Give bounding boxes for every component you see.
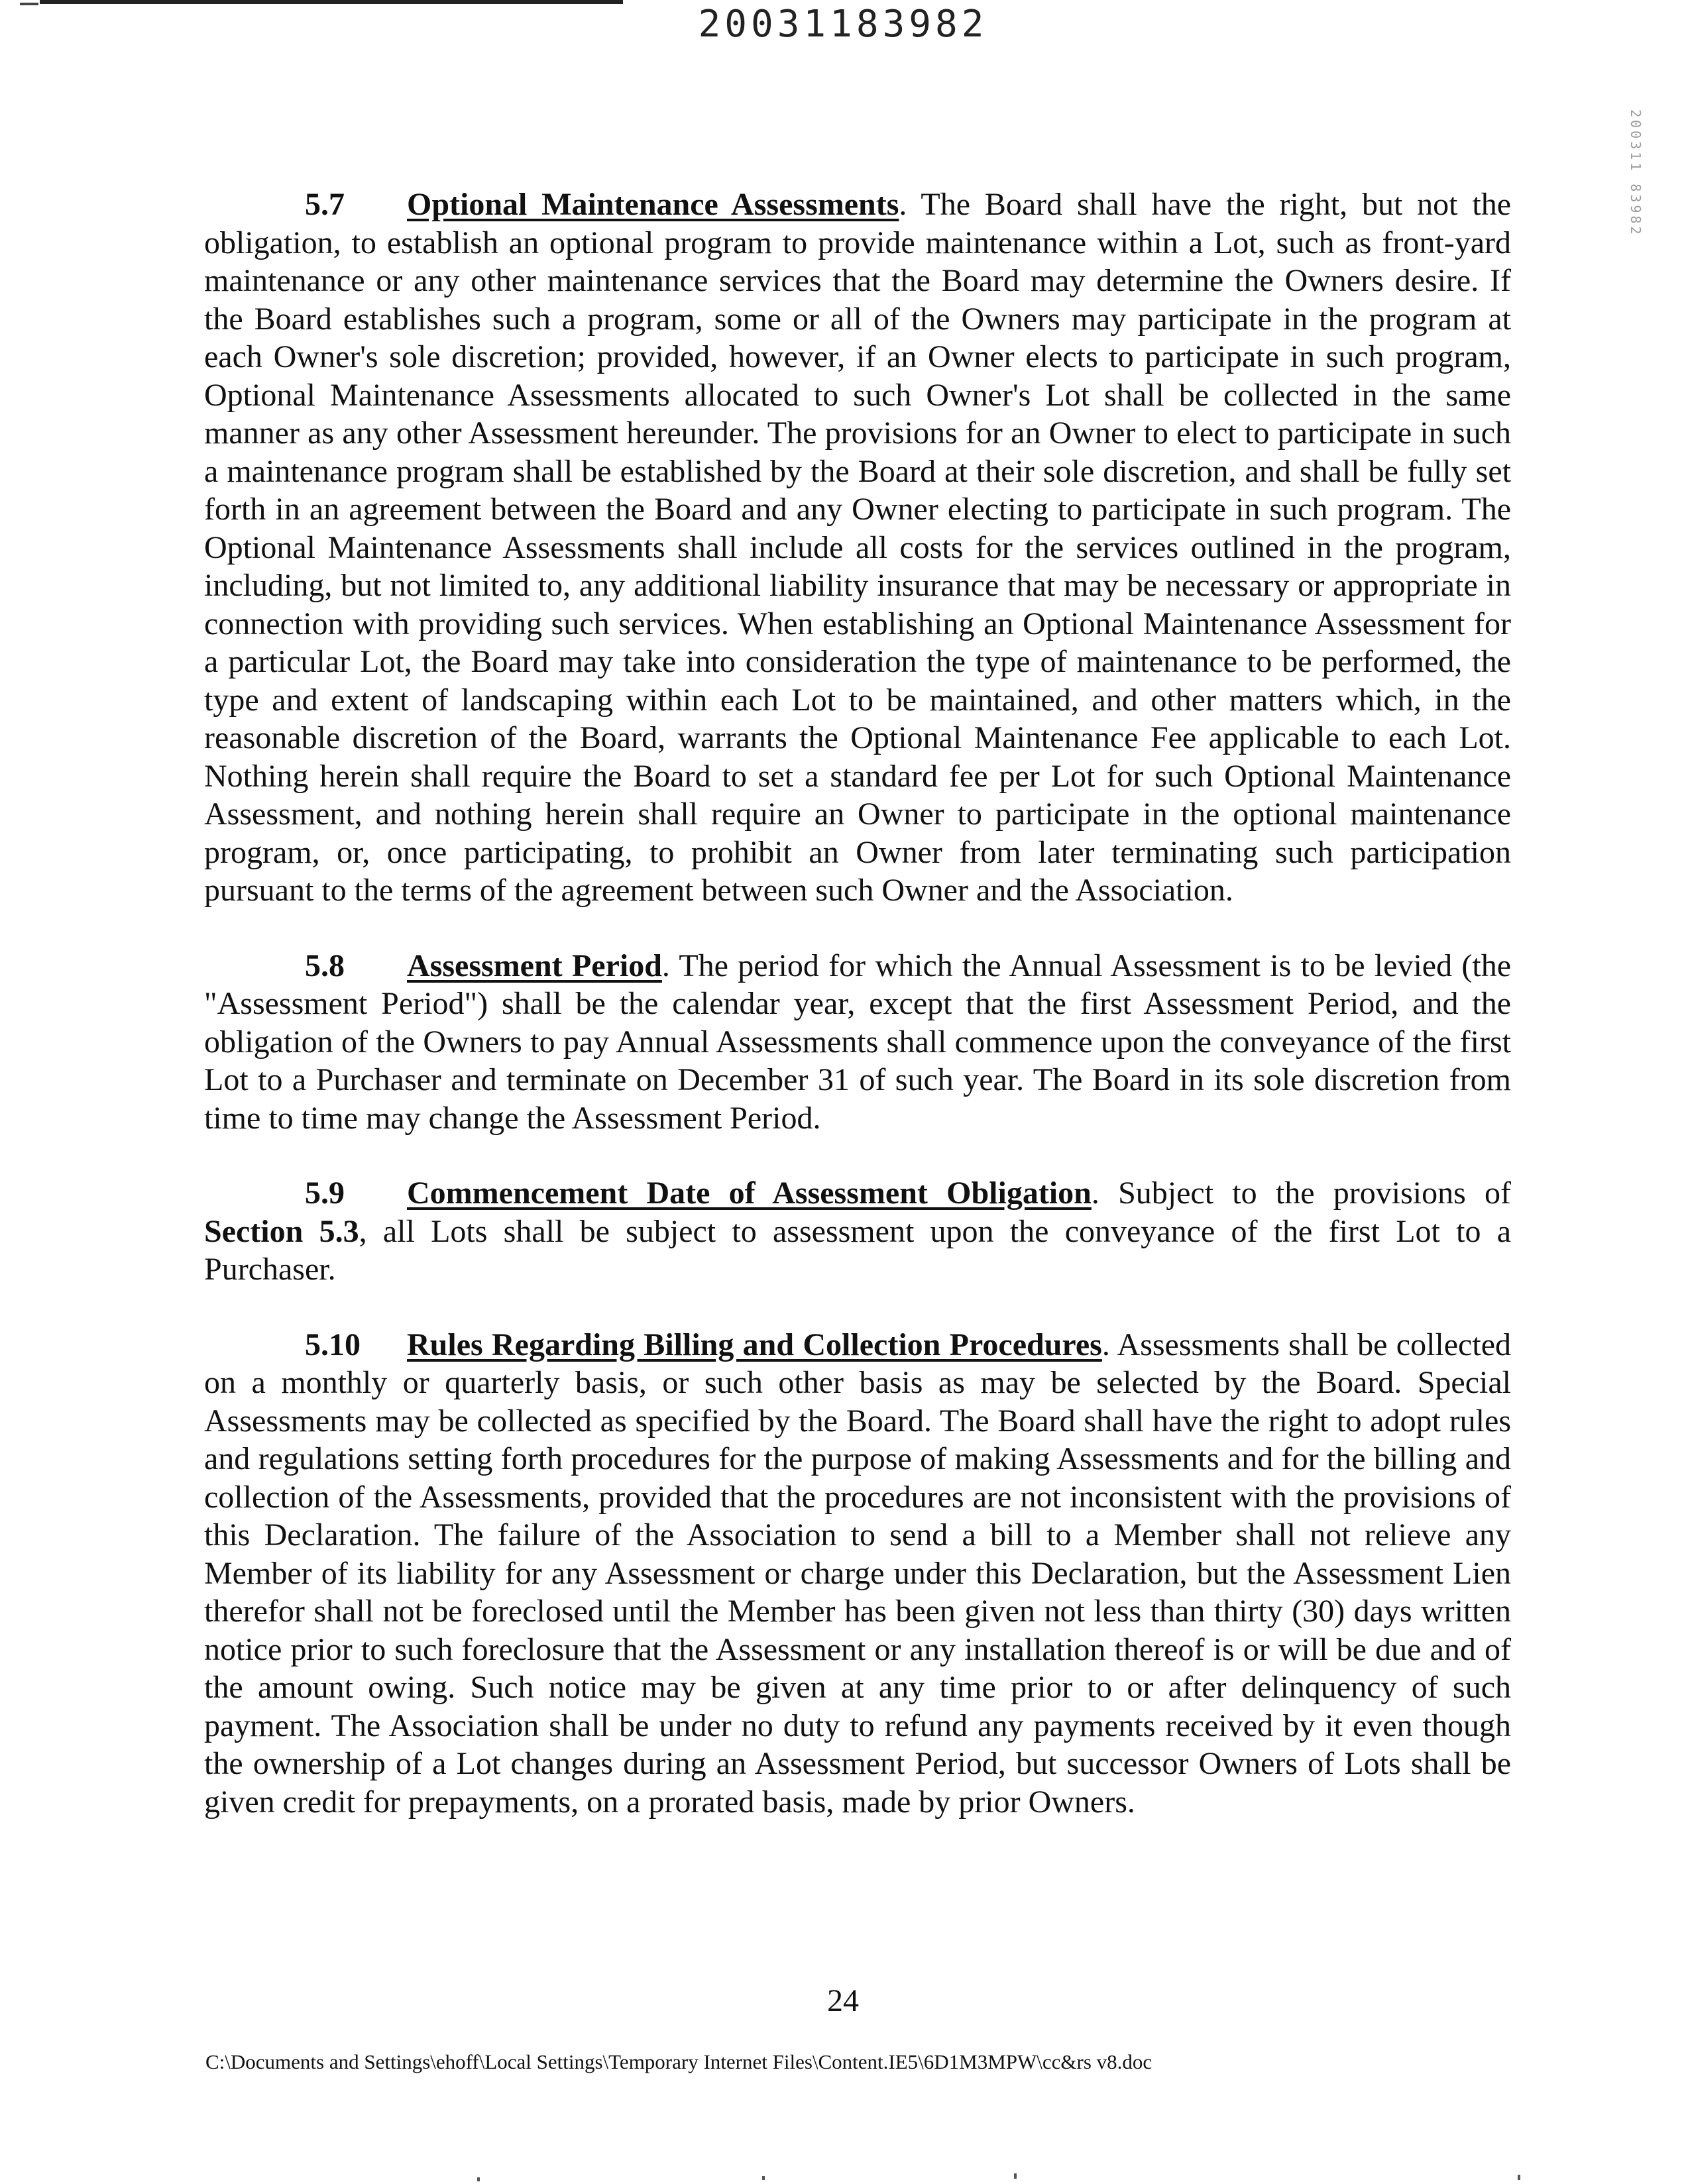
- scan-speck: [1518, 2175, 1520, 2180]
- scan-speck: [1014, 2173, 1017, 2179]
- section-number: 5.7: [305, 187, 345, 222]
- section-text: . Subject to the provisions of: [1091, 1175, 1512, 1211]
- section-text: . The Board shall have the right, but not the obligation, to establish an optional program to provide maintenance within a Lot, such as front-yard maintenance or any other maintenance services that the Board may determine the Owners desire. If the Board establishes such a program, some or all of the Owners may participate in the program at each Owner's sole discretion; provided, however, if an Owner elects to participate in such program, Optional Maintenance Assessments allocated to such Owner's Lot shall be collected in the same manner as any other Assessment hereunder. The provisions for an Owner to elect to participate in such a maintenance program shall be established by the Board at their sole discretion, and shall be fully set forth in an agreement between the Board and any Owner electing to participate in such program. The Optional Maintenance Assessments shall include all costs for the services outlined in the program, including, but not limited to, any additional liability insurance that may be necessary or appropriate in connection with providing such services. When establishing an Optional Maintenance Assessment for a particular Lot, the Board may take into consideration the type of maintenance to be performed, the type and extent of landscaping within each Lot to be maintained, and other matters which, in the reasonable discretion of the Board, warrants the Optional Maintenance Fee applicable to each Lot. Nothing herein shall require the Board to set a standard fee per Lot for such Optional Maintenance Assessment, and nothing herein shall require an Owner to participate in the optional maintenance program, or, once participating, to prohibit an Owner from later terminating such participation pursuant to the terms of the agreement between such Owner and the Association.: [204, 187, 1512, 908]
- section-number: 5.8: [305, 948, 345, 983]
- section-text: . The period for which the Annual Assessment is to be levied (the "Assessment Period") shall be the calendar year, except that the first Assessment Period, and the obligation of the Owners to pay Annual Assessments shall commence upon the conveyance of the first Lot to a Purchaser and terminate on December 31 of such year. The Board in its sole discretion from time to time may change the Assessment Period.: [204, 948, 1512, 1136]
- section-paragraph: [204, 1174, 1511, 1289]
- document-number: 20031183982: [698, 3, 988, 46]
- section-heading: Commencement Date of Assessment Obligation: [407, 1175, 1092, 1211]
- section-number: 5.9: [305, 1175, 345, 1211]
- section-5-7: [204, 186, 1511, 910]
- section-reference: Section 5.3: [204, 1213, 359, 1249]
- section-5-8: [204, 947, 1511, 1138]
- section-heading: Assessment Period: [407, 948, 662, 983]
- section-5-10: [204, 1326, 1511, 1822]
- section-paragraph: [204, 1326, 1511, 1822]
- side-recording-stamp: 200311 83982: [1628, 109, 1644, 237]
- section-number: 5.10: [305, 1327, 361, 1362]
- scan-speck: [762, 2176, 765, 2180]
- section-text-continued: , all Lots shall be subject to assessment upon the conveyance of the first Lot to a Purchaser.: [204, 1213, 1512, 1287]
- section-paragraph: [204, 947, 1511, 1138]
- document-body: [204, 186, 1511, 1858]
- file-path-footer: C:\Documents and Settings\ehoff\Local Settings\Temporary Internet Files\Content.IE5\6D1M3MPW\cc&rs v8.doc: [205, 2050, 1152, 2073]
- section-paragraph: [204, 186, 1511, 910]
- section-heading: Rules Regarding Billing and Collection Procedures: [407, 1327, 1102, 1362]
- section-5-9: [204, 1174, 1511, 1289]
- scan-speck: [477, 2177, 480, 2181]
- page-number: 24: [827, 1983, 859, 2018]
- section-heading: Optional Maintenance Assessments: [407, 187, 899, 222]
- section-text: . Assessments shall be collected on a monthly or quarterly basis, or such other basis as may be selected by the Board. Special Assessments may be collected as specified by the Board. The Board shall have the right to adopt rules and regulations setting forth procedures for the purpose of making Assessments and for the billing and collection of the Assessments, provided that the procedures are not inconsistent with the provisions of this Declaration. The failure of the Association to send a bill to a Member shall not relieve any Member of its liability for any Assessment or charge under this Declaration, but the Assessment Lien therefor shall not be foreclosed until the Member has been given not less than thirty (30) days written notice prior to such foreclosure that the Assessment or any installation thereof is or will be due and of the amount owing. Such notice may be given at any time prior to or after delinquency of such payment. The Association shall be under no duty to refund any payments received by it even though the ownership of a Lot changes during an Assessment Period, but successor Owners of Lots shall be given credit for prepayments, on a prorated basis, made by prior Owners.: [204, 1327, 1512, 1820]
